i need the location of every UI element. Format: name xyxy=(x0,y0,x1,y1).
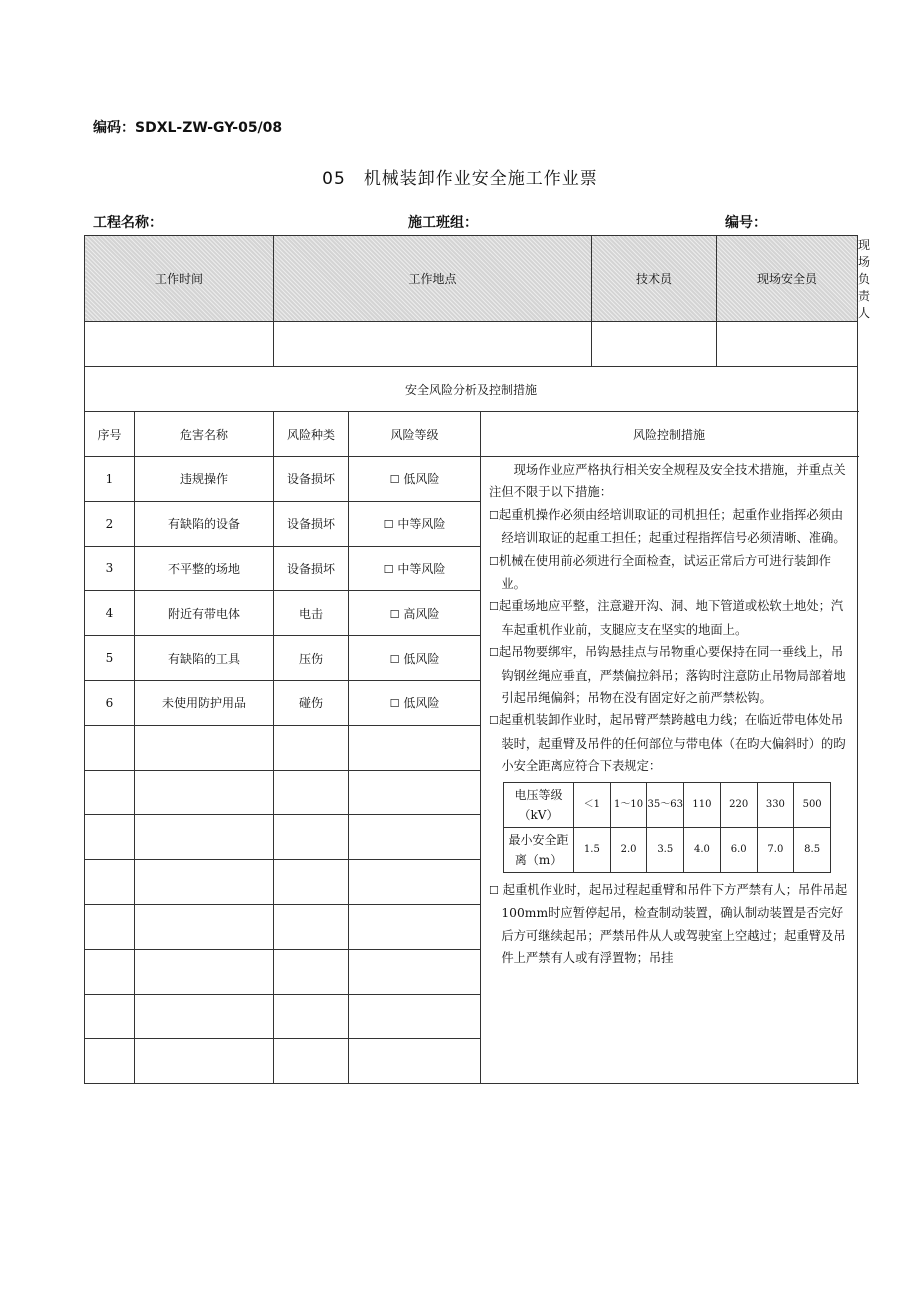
risk-type-header: 风险种类 xyxy=(274,412,349,457)
voltage-value: 1～10 xyxy=(610,782,647,827)
measure-item: ☐起吊物要绑牢，吊钩悬挂点与吊物重心要保持在同一垂线上，吊钩钢丝绳应垂直，严禁偏拉斜吊；落钩时注意防止吊物局部着地引起吊绳偏斜；吊物在没有固定好之前严禁松钩。 xyxy=(489,645,846,706)
checkbox-icon[interactable]: ☐ xyxy=(489,883,499,897)
risk-level xyxy=(349,546,481,591)
checkbox-icon[interactable]: ☐ xyxy=(489,554,499,568)
hazard-header: 危害名称 xyxy=(135,412,274,457)
team-label: 施工班组： xyxy=(408,215,478,231)
measure-item: ☐ 起重机作业时，起吊过程起重臂和吊件下方严禁有人；吊件吊起 100mm时应暂停起吊，检查制动装置，确认制动装置是否完好后方可继续起吊；严禁吊件从人或驾驶室上空越过；起重臂及吊件上严禁有人或有浮置物；吊挂 xyxy=(489,882,848,965)
page-title xyxy=(0,164,920,189)
work-time-header: 工作时间 xyxy=(85,236,274,322)
checkbox-icon[interactable]: ☐ xyxy=(389,607,400,621)
hazard-name: 有缺陷的设备 xyxy=(135,501,274,546)
checkbox-icon[interactable]: ☐ xyxy=(389,473,400,487)
safety-officer-header: 现场安全员 xyxy=(717,236,858,322)
voltage-value: 500 xyxy=(794,782,831,827)
checkbox-icon[interactable]: ☐ xyxy=(389,697,400,711)
distance-value: 2.0 xyxy=(610,827,647,872)
checkbox-icon[interactable]: ☐ xyxy=(383,562,394,576)
distance-value: 7.0 xyxy=(757,827,794,872)
distance-label: 最小安全距离（m） xyxy=(504,827,574,872)
risk-no: 2 xyxy=(85,501,135,546)
voltage-value: 220 xyxy=(720,782,757,827)
risk-type: 设备损坏 xyxy=(274,501,349,546)
section-title: 安全风险分析及控制措施 xyxy=(85,367,858,412)
voltage-value: 35～63 xyxy=(647,782,684,827)
checkbox-icon[interactable]: ☐ xyxy=(383,518,394,532)
work-location-cell[interactable] xyxy=(274,322,592,367)
measure-item: ☐起重机装卸作业时，起吊臂严禁跨越电力线；在临近带电体处吊装时，起重臂及吊件的任何部位与带电体（在昀大偏斜时）的昀小安全距离应符合下表规定： xyxy=(489,713,846,774)
voltage-distance-table xyxy=(503,782,831,873)
header-row: 工作时间 工作地点 技术员 现场安全员 现场负责人 xyxy=(85,236,858,322)
measure-item: ☐起重场地应平整，注意避开沟、洞、地下管道或松软土地处；汽车起重机作业前，支腿应支在坚实的地面上。 xyxy=(489,599,844,637)
hazard-name: 未使用防护用品 xyxy=(135,680,274,725)
hazard-name: 违规操作 xyxy=(135,457,274,502)
voltage-value: ＜1 xyxy=(574,782,611,827)
distance-value: 4.0 xyxy=(684,827,721,872)
risk-level-text: 中等风险 xyxy=(397,561,446,576)
control-measures xyxy=(481,457,858,1084)
table-row xyxy=(85,457,858,502)
work-location-header: 工作地点 xyxy=(274,236,592,322)
risk-no: 1 xyxy=(85,457,135,502)
voltage-value: 330 xyxy=(757,782,794,827)
control-measures-header: 风险控制措施 xyxy=(481,412,858,457)
distance-value: 8.5 xyxy=(794,827,831,872)
risk-level xyxy=(349,680,481,725)
measures-intro: 现场作业应严格执行相关安全规程及安全技术措施，并重点关注但不限于以下措施： xyxy=(489,463,846,500)
title-number: 05 xyxy=(322,169,346,189)
measure-item: ☐起重机操作必须由经培训取证的司机担任；起重作业指挥必须由经培训取证的起重工担任；起重过程指挥信号必须清晰、准确。 xyxy=(489,507,846,546)
distance-value: 3.5 xyxy=(647,827,684,872)
technician-header: 技术员 xyxy=(592,236,717,322)
risk-level-text: 低风险 xyxy=(403,651,440,666)
distance-row xyxy=(504,827,831,872)
technician-cell[interactable] xyxy=(592,322,717,367)
risk-type: 碰伤 xyxy=(274,680,349,725)
distance-value: 6.0 xyxy=(720,827,757,872)
risk-no: 5 xyxy=(85,636,135,681)
header-input-row xyxy=(85,322,858,367)
risk-level xyxy=(349,591,481,636)
risk-type: 设备损坏 xyxy=(274,457,349,502)
risk-level xyxy=(349,636,481,681)
voltage-label: 电压等级（kV） xyxy=(504,782,574,827)
checkbox-icon[interactable]: ☐ xyxy=(489,600,499,614)
checkbox-icon[interactable]: ☐ xyxy=(489,646,499,660)
checkbox-icon[interactable]: ☐ xyxy=(489,508,499,522)
title-text: 机械装卸作业安全施工作业票 xyxy=(363,169,598,189)
hazard-name: 附近有带电体 xyxy=(135,591,274,636)
work-time-cell[interactable] xyxy=(85,322,274,367)
measure-item: ☐机械在使用前必须进行全面检查，试运正常后方可进行装卸作业。 xyxy=(489,553,831,592)
checkbox-icon[interactable]: ☐ xyxy=(489,714,499,728)
risk-no: 3 xyxy=(85,546,135,591)
safety-officer-cell[interactable] xyxy=(717,322,858,367)
risk-type: 电击 xyxy=(274,591,349,636)
checkbox-icon[interactable]: ☐ xyxy=(389,652,400,666)
serial-label: 编号： xyxy=(725,215,767,231)
risk-header-row xyxy=(85,412,858,457)
risk-level xyxy=(349,501,481,546)
work-ticket-table xyxy=(84,235,871,1084)
risk-level-text: 低风险 xyxy=(403,472,440,487)
risk-level-text: 低风险 xyxy=(403,696,440,711)
voltage-value: 110 xyxy=(684,782,721,827)
risk-type: 设备损坏 xyxy=(274,546,349,591)
distance-value: 1.5 xyxy=(574,827,611,872)
document-code: 编码：SDXL-ZW-GY-05/08 xyxy=(93,120,283,136)
hazard-name: 有缺陷的工具 xyxy=(135,636,274,681)
risk-type: 压伤 xyxy=(274,636,349,681)
risk-no: 6 xyxy=(85,680,135,725)
risk-level-header: 风险等级 xyxy=(349,412,481,457)
risk-level-text: 高风险 xyxy=(403,606,440,621)
voltage-row xyxy=(504,782,831,827)
project-name-label: 工程名称： xyxy=(93,215,163,231)
hazard-name: 不平整的场地 xyxy=(135,546,274,591)
risk-no: 4 xyxy=(85,591,135,636)
risk-level xyxy=(349,457,481,502)
risk-level-text: 中等风险 xyxy=(397,517,446,532)
no-header: 序号 xyxy=(85,412,135,457)
